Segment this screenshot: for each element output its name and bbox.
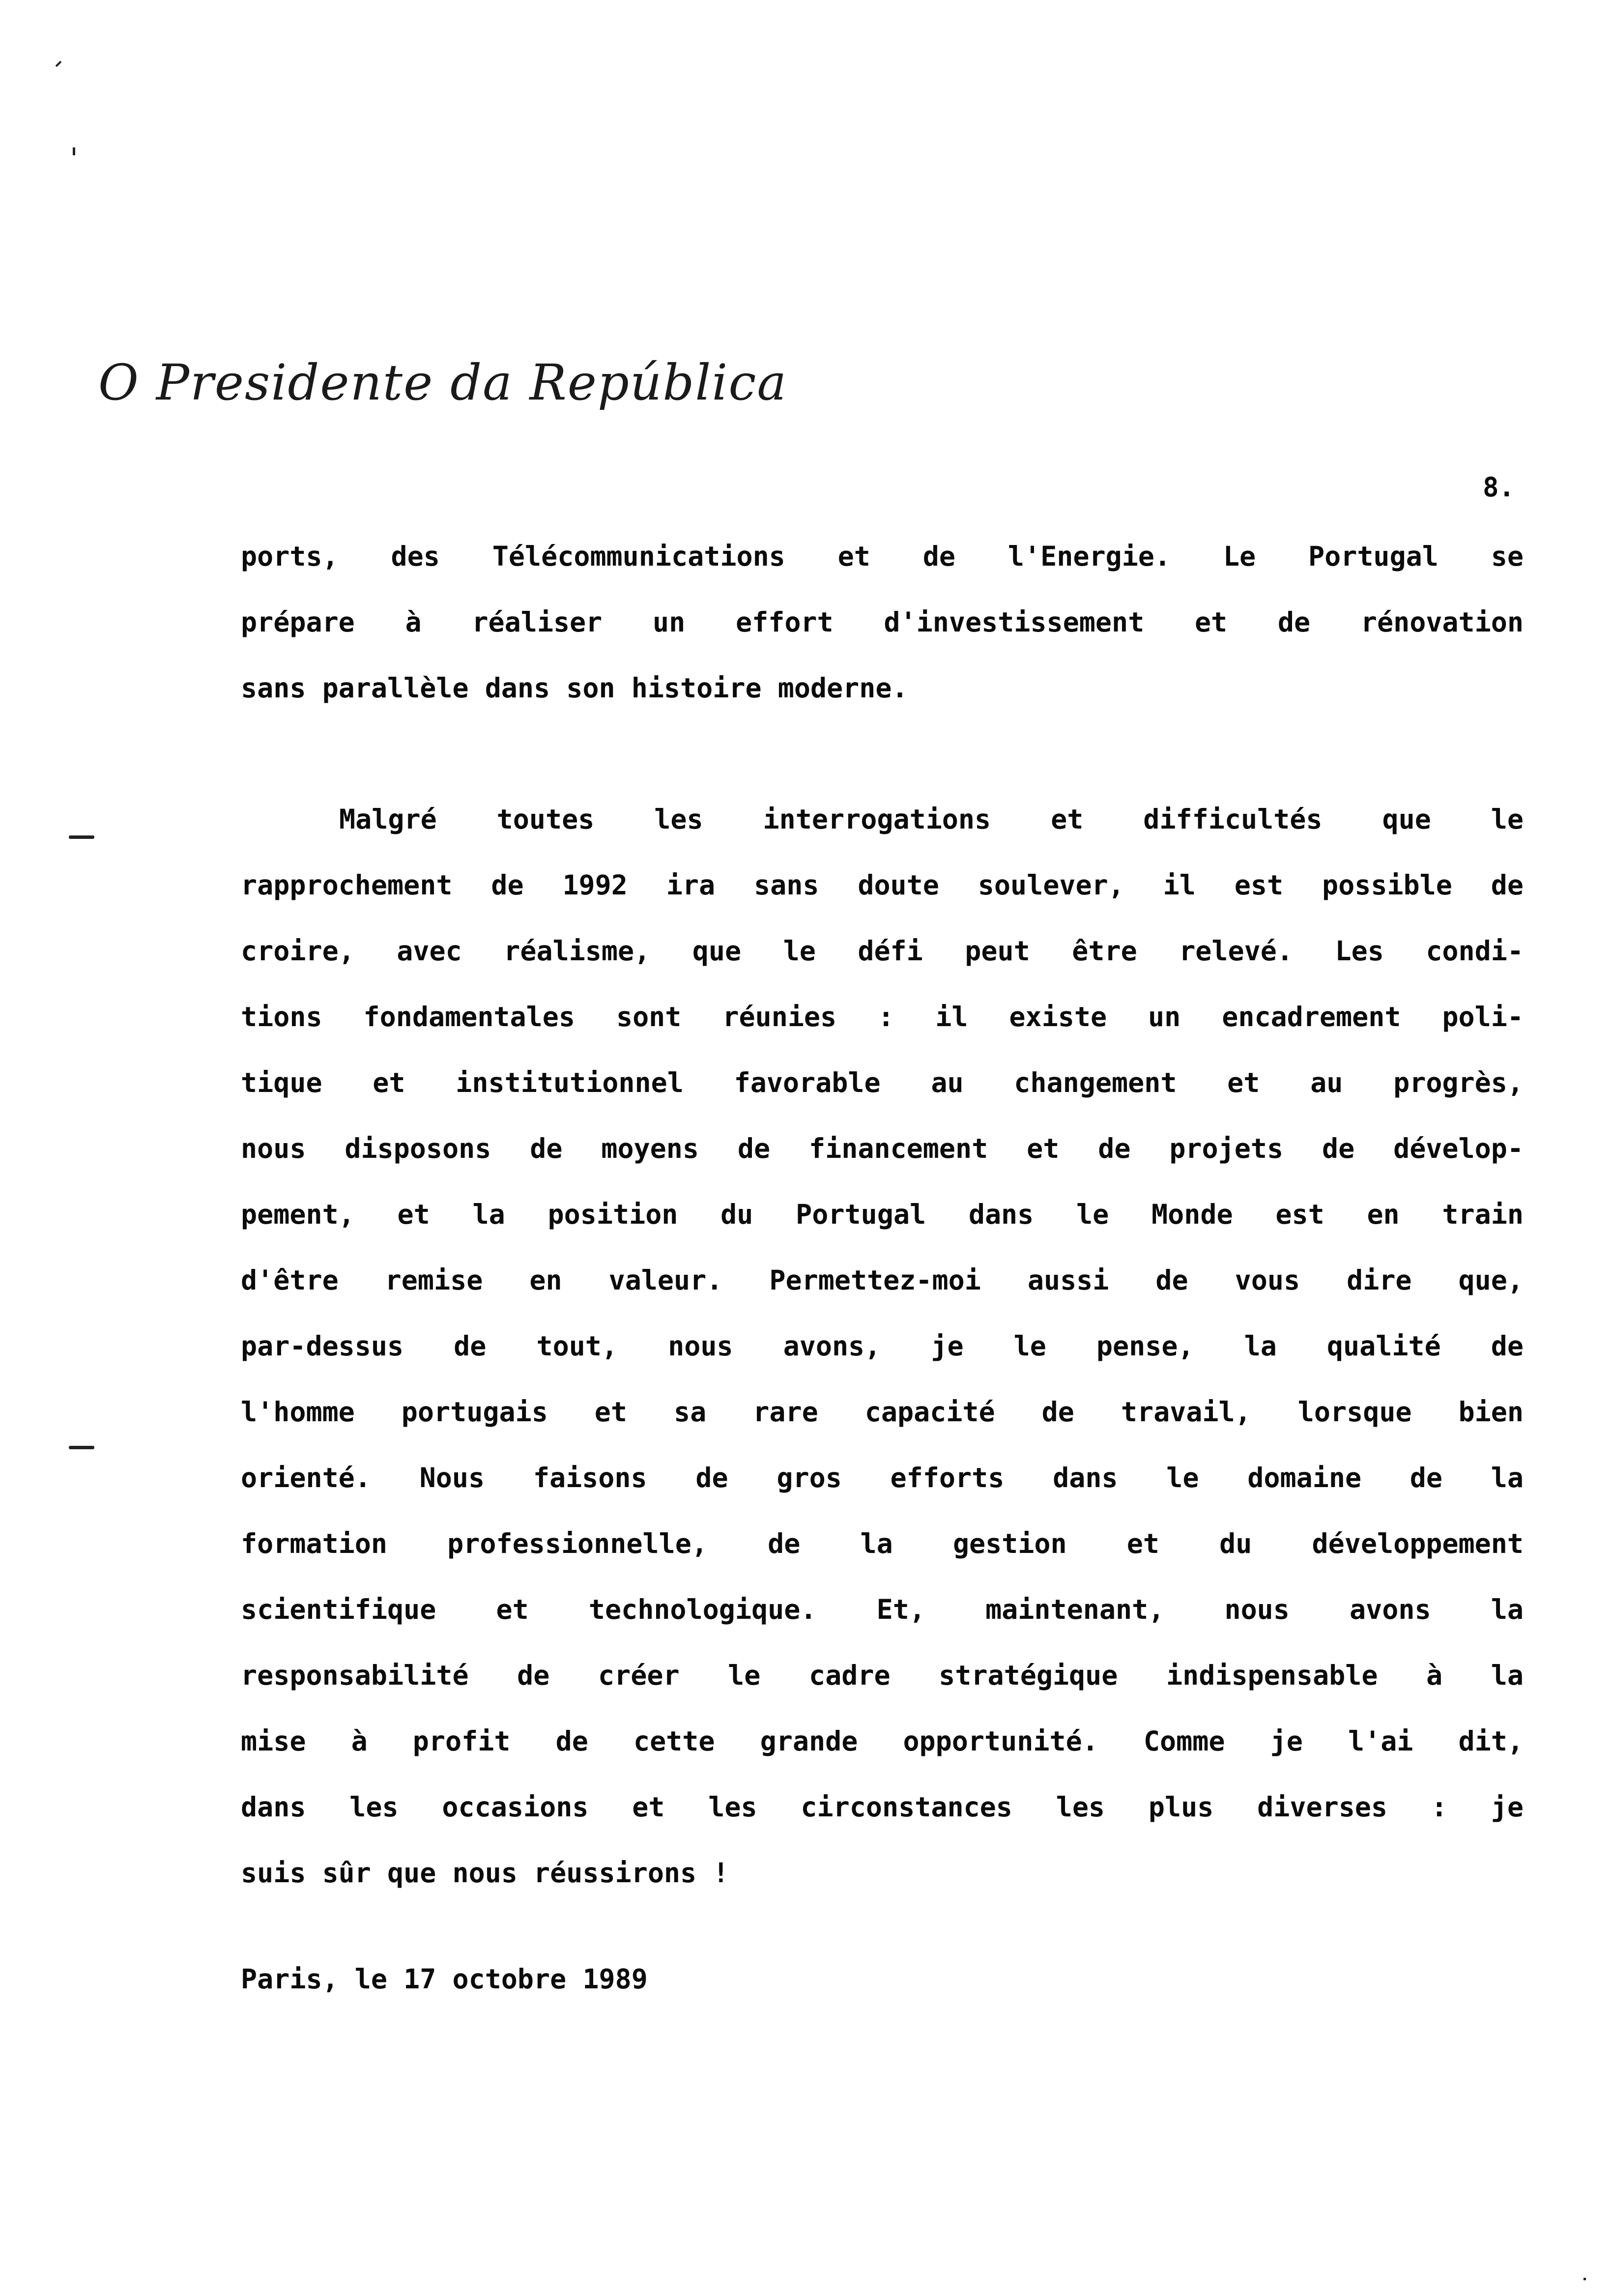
- page-number: 8.: [1482, 472, 1515, 503]
- text-line: Malgré toutes les interrogations et difficultés que le: [339, 804, 1524, 835]
- text-line: tions fondamentales sont réunies : il existe un encadrement poli-: [241, 1001, 1524, 1033]
- text-line: d'être remise en valeur. Permettez-moi aussi de vous dire que,: [241, 1264, 1524, 1296]
- paragraph-2: [241, 786, 1524, 1906]
- text-line: tique et institutionnel favorable au changement et au progrès,: [241, 1067, 1524, 1098]
- text-line: prépare à réaliser un effort d'investissement et de rénovation: [241, 606, 1524, 638]
- scan-speck: [73, 147, 75, 155]
- place-and-date: Paris, le 17 octobre 1989: [241, 1963, 648, 1995]
- text-line: suis sûr que nous réussirons !: [241, 1857, 729, 1889]
- text-line: responsabilité de créer le cadre stratégique indispensable à la: [241, 1660, 1524, 1691]
- text-line: scientifique et technologique. Et, maintenant, nous avons la: [241, 1594, 1524, 1625]
- scan-speck: [1583, 2278, 1586, 2280]
- text-line: par-dessus de tout, nous avons, je le pense, la qualité de: [241, 1330, 1524, 1362]
- text-line: pement, et la position du Portugal dans le Monde est en train: [241, 1199, 1524, 1230]
- text-line: ports, des Télécommunications et de l'Energie. Le Portugal se: [241, 541, 1524, 572]
- text-line: l'homme portugais et sa rare capacité de travail, lorsque bien: [241, 1396, 1524, 1428]
- letterhead-script: O Presidente da República: [98, 354, 788, 411]
- text-line: sans parallèle dans son histoire moderne.: [241, 672, 908, 704]
- scan-speck: [56, 61, 62, 67]
- text-line: croire, avec réalisme, que le défi peut être relevé. Les condi-: [241, 935, 1524, 967]
- text-line: orienté. Nous faisons de gros efforts dans le domaine de la: [241, 1462, 1524, 1493]
- text-line: formation professionnelle, de la gestion et du développement: [241, 1528, 1524, 1559]
- text-line: dans les occasions et les circonstances les plus diverses : je: [241, 1791, 1524, 1823]
- text-line: rapprochement de 1992 ira sans doute soulever, il est possible de: [241, 869, 1524, 901]
- text-line: nous disposons de moyens de financement et de projets de dévelop-: [241, 1133, 1524, 1164]
- margin-punch-mark: [69, 1446, 94, 1449]
- margin-punch-mark: [69, 835, 94, 839]
- text-line: mise à profit de cette grande opportunité. Comme je l'ai dit,: [241, 1725, 1524, 1757]
- paragraph-1: [241, 523, 1524, 721]
